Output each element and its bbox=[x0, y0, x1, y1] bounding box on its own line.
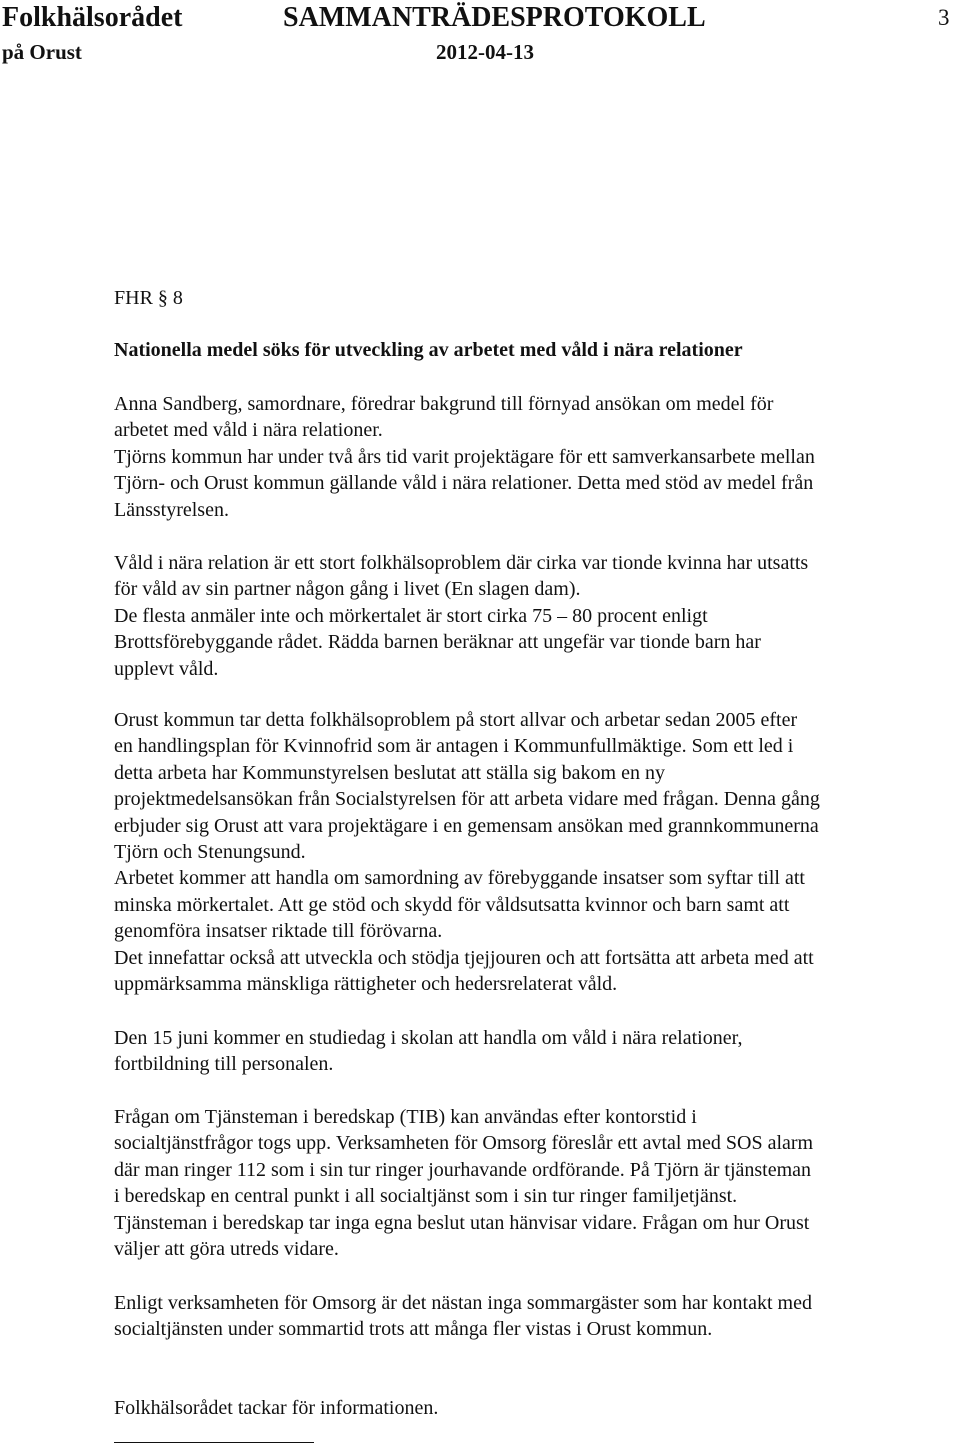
paragraph-line: väljer att göra utreds vidare. bbox=[114, 1237, 339, 1260]
paragraph-line: Arbetet kommer att handla om samordning av förebyggande insatser som syftar till att bbox=[114, 867, 805, 890]
header-organization: Folkhälsorådet bbox=[2, 2, 183, 33]
paragraph-line: Orust kommun tar detta folkhälsoproblem på stort allvar och arbetar sedan 2005 efter bbox=[114, 709, 798, 731]
paragraph-line: där man ringer 112 som i sin tur ringer jourhavande ordförande. På Tjörn är tjänsteman bbox=[114, 1158, 812, 1181]
paragraph-line: minska mörkertalet. Att ge stöd och skydd för våldsutsatta kvinnor och barn samt att bbox=[114, 893, 790, 916]
paragraph-line: Den 15 juni kommer en studiedag i skolan att handla om våld i nära relationer, bbox=[114, 1027, 743, 1049]
paragraph-line: Frågan om Tjänsteman i beredskap (TIB) kan användas efter kontorstid i bbox=[114, 1106, 697, 1128]
paragraph-line: detta arbeta har Kommunstyrelsen beslutat att ställa sig bakom en ny bbox=[114, 761, 665, 784]
paragraph-line: en handlingsplan för Kvinnofrid som är antagen i Kommunfullmäktige. Som ett led i bbox=[114, 735, 794, 758]
paragraph-line: projektmedelsansökan från Socialstyrelsen för att arbeta vidare med frågan. Denna gång bbox=[114, 788, 820, 811]
paragraph-line: Länsstyrelsen. bbox=[114, 498, 229, 521]
paragraph-line: arbetet med våld i nära relationer. bbox=[114, 419, 383, 442]
header-location: på Orust bbox=[2, 40, 82, 64]
paragraph-line: Det innefattar också att utveckla och stödja tjejjouren och att fortsätta att arbeta med att bbox=[114, 946, 814, 969]
paragraph-line: Anna Sandberg, samordnare, föredrar bakgrund till förnyad ansökan om medel för bbox=[114, 393, 774, 415]
paragraph-line: genomföra insatser riktade till förövarna. bbox=[114, 920, 443, 943]
paragraph-line: fortbildning till personalen. bbox=[114, 1053, 334, 1076]
paragraph-line: De flesta anmäler inte och mörkertalet är stort cirka 75 – 80 procent enligt bbox=[114, 604, 708, 627]
paragraph-line: Brottsförebyggande rådet. Rädda barnen beräknar att ungefär var tionde barn har bbox=[114, 631, 761, 654]
paragraph-line: Tjörn och Stenungsund. bbox=[114, 840, 306, 863]
paragraph-tib bbox=[114, 1104, 813, 1262]
paragraph-violence-statistics bbox=[114, 550, 808, 682]
paragraph-study-day bbox=[114, 1025, 742, 1078]
paragraph-line: Tjörns kommun har under två års tid varit projektägare för ett samverkansarbete mellan bbox=[114, 445, 815, 468]
paragraph-summer-guests bbox=[114, 1290, 812, 1343]
divider-rule bbox=[114, 1442, 314, 1443]
closing-statement: Folkhälsorådet tackar för informationen. bbox=[114, 1397, 439, 1419]
section-label: FHR § 8 bbox=[114, 287, 183, 309]
paragraph-line: Tjänsteman i beredskap tar inga egna beslut utan hänvisar vidare. Frågan om hur Orust bbox=[114, 1211, 810, 1234]
paragraph-line: upplevt våld. bbox=[114, 657, 219, 680]
paragraph-background bbox=[114, 391, 815, 523]
paragraph-line: uppmärksamma mänskliga rättigheter och hedersrelaterat våld. bbox=[114, 972, 618, 995]
paragraph-line: Enligt verksamheten för Omsorg är det nästan inga sommargäster som har kontakt med bbox=[114, 1292, 812, 1314]
paragraph-line: i beredskap en central punkt i all socialtjänst som i sin tur ringer familjetjänst. bbox=[114, 1185, 738, 1208]
paragraph-line: erbjuder sig Orust att vara projektägare i en gemensam ansökan med grannkommunerna bbox=[114, 814, 819, 837]
header-date: 2012-04-13 bbox=[436, 40, 534, 64]
paragraph-line: Våld i nära relation är ett stort folkhälsoproblem där cirka var tionde kvinna har utsatts bbox=[114, 552, 809, 574]
page-number: 3 bbox=[938, 5, 950, 30]
section-title: Nationella medel söks för utveckling av arbetet med våld i nära relationer bbox=[114, 339, 743, 361]
paragraph-line: socialtjänstfrågor togs upp. Verksamheten för Omsorg föreslår ett avtal med SOS alarm bbox=[114, 1132, 814, 1155]
header-document-type: SAMMANTRÄDESPROTOKOLL bbox=[283, 2, 706, 33]
paragraph-line: för våld av sin partner någon gång i livet (En slagen dam). bbox=[114, 578, 581, 601]
paragraph-orust-plan bbox=[114, 707, 820, 997]
paragraph-line: Tjörn- och Orust kommun gällande våld i nära relationer. Detta med stöd av medel från bbox=[114, 472, 814, 495]
paragraph-line: socialtjänsten under sommartid trots att många fler vistas i Orust kommun. bbox=[114, 1318, 713, 1341]
